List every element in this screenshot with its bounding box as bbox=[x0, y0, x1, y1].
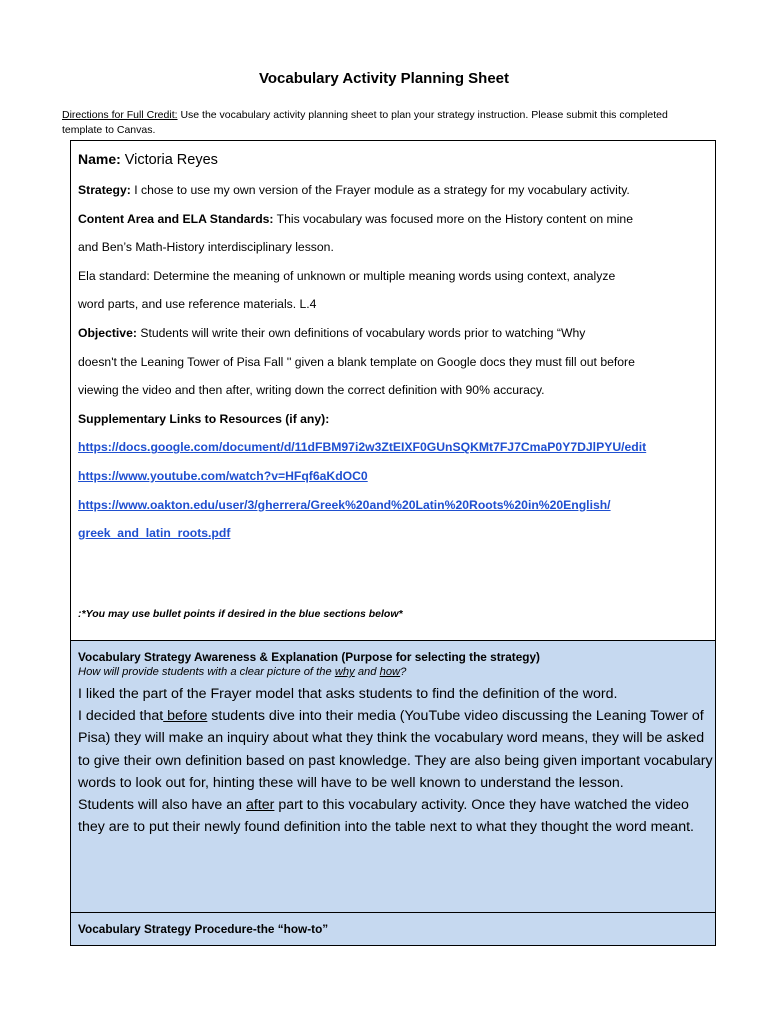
awareness-paragraph bbox=[78, 683, 714, 838]
objective-text-2: doesn't the Leaning Tower of Pisa Fall '' given a blank template on Google docs they must fill out before bbox=[78, 354, 635, 369]
content-area-text-2: and Ben’s Math-History interdisciplinary lesson. bbox=[78, 240, 334, 255]
objective-row bbox=[78, 319, 715, 348]
awareness-section bbox=[70, 640, 716, 913]
oakton-link-continued[interactable]: greek_and_latin_roots.pdf bbox=[78, 526, 231, 541]
ela-standard-line-2: word parts, and use reference materials. L.4 bbox=[78, 297, 317, 312]
awareness-heading: Vocabulary Strategy Awareness & Explanation (Purpose for selecting the strategy) bbox=[78, 650, 540, 664]
links-label: Supplementary Links to Resources (if any): bbox=[78, 411, 330, 426]
strategy-row bbox=[78, 176, 715, 205]
google-docs-link[interactable]: https://docs.google.com/document/d/11dFBM97i2w3ZtEIXF0GUnSQKMt7FJ7CmaP0Y7DJlPYU/edit bbox=[78, 440, 647, 455]
and-word: and bbox=[354, 666, 380, 678]
directions bbox=[62, 108, 702, 138]
bullet-points-note: :*You may use bullet points if desired in the blue sections below* bbox=[78, 608, 403, 620]
why-word: why bbox=[334, 666, 355, 678]
content-area-text-1: This vocabulary was focused more on the History content on mine bbox=[273, 211, 633, 226]
name-label: Name: bbox=[78, 151, 125, 167]
question-mark: ? bbox=[400, 666, 407, 678]
objective-text-1: Students will write their own definitions of vocabulary words prior to watching “Why bbox=[136, 325, 586, 340]
before-para-rest: students dive into their media (YouTube video discussing the Leaning Tower of Pisa) they will make an inquiry about what they think the vocabulary word means, they will be asked to give their own definition based on past knowledge. They are also being given important vocabulary words to look out for, hinting these will have to be well known to understand the lesson. bbox=[78, 708, 713, 791]
awareness-subheading bbox=[78, 665, 715, 680]
awareness-line-1: I liked the part of the Frayer model that asks students to find the definition of the word. bbox=[78, 686, 618, 702]
objective-label: Objective: bbox=[78, 325, 137, 340]
awareness-after-para bbox=[78, 794, 714, 838]
youtube-link[interactable]: https://www.youtube.com/watch?v=HFqf6aKdOC0 bbox=[78, 468, 368, 483]
planning-info-box bbox=[70, 140, 716, 641]
strategy-text: I chose to use my own version of the Frayer module as a strategy for my vocabulary activity. bbox=[130, 183, 630, 197]
page-title: Vocabulary Activity Planning Sheet bbox=[258, 70, 510, 87]
before-word: before bbox=[163, 708, 208, 725]
awareness-before-para bbox=[78, 705, 714, 794]
strategy-label: Strategy: bbox=[78, 183, 131, 197]
content-area-row bbox=[78, 205, 715, 234]
objective-text-3: viewing the video and then after, writing down the correct definition with 90% accuracy. bbox=[78, 383, 545, 398]
ela-standard-line-1: Ela standard: Determine the meaning of unknown or multiple meaning words using context, analyze bbox=[78, 268, 616, 283]
before-para-start: I decided that bbox=[78, 708, 164, 725]
procedure-heading: Vocabulary Strategy Procedure-the “how-to” bbox=[78, 922, 329, 936]
oakton-link[interactable]: https://www.oakton.edu/user/3/gherrera/Greek%20and%20Latin%20Roots%20in%20English/ bbox=[78, 497, 611, 512]
directions-label: Directions for Full Credit: bbox=[62, 109, 178, 121]
after-para-start: Students will also have an bbox=[78, 797, 246, 814]
after-word: after bbox=[246, 797, 275, 814]
name-row bbox=[78, 149, 715, 170]
directions-text: Use the vocabulary activity planning sheet to plan your strategy instruction. Please submit this completed template to Canvas. bbox=[62, 109, 668, 136]
how-word: how bbox=[379, 666, 401, 678]
after-para-rest: part to this vocabulary activity. Once they have watched the video they are to put their newly found definition into the table next to what they thought the word meant. bbox=[78, 797, 694, 836]
content-area-label: Content Area and ELA Standards: bbox=[78, 211, 274, 226]
subheading-text: How will provide students with a clear picture of the bbox=[78, 666, 335, 678]
name-value: Victoria Reyes bbox=[124, 152, 218, 168]
procedure-section bbox=[70, 912, 716, 946]
